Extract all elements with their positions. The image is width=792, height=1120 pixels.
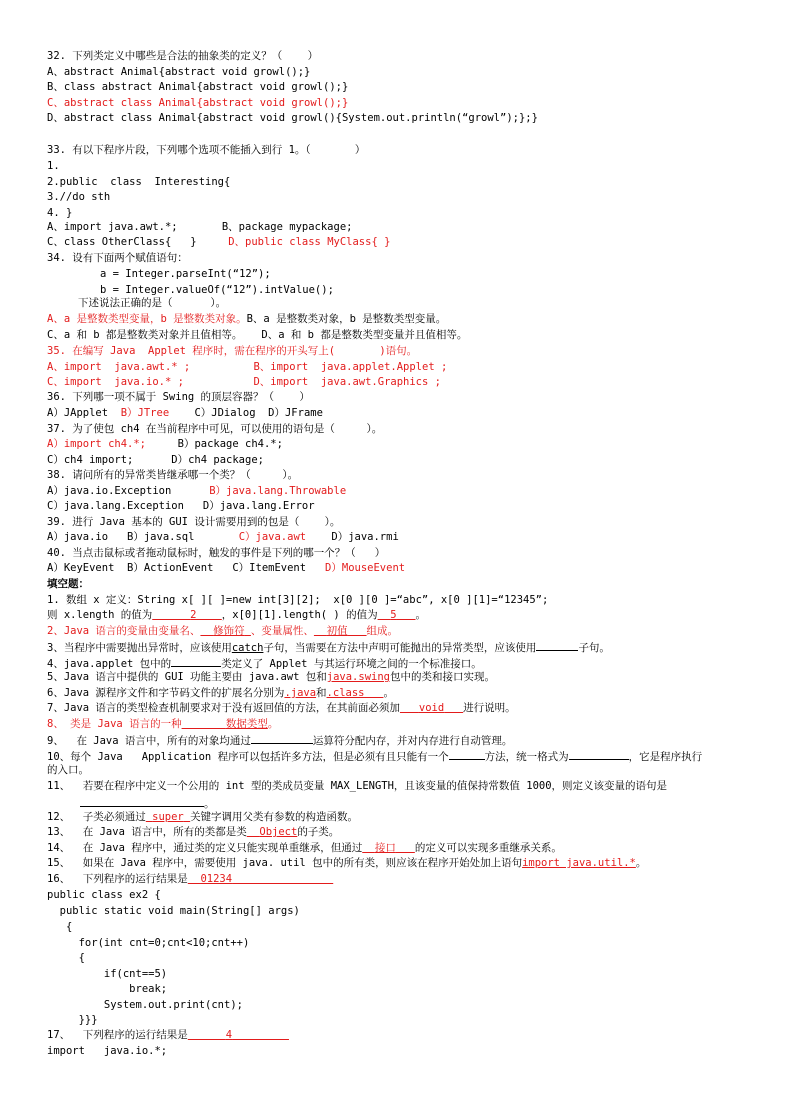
- question-37-options-ab: [47, 437, 283, 451]
- fill-6-text-end: 。: [383, 687, 394, 699]
- question-38-options-ab: [47, 484, 346, 498]
- fill-2-text-mid: 、变量属性、: [250, 625, 314, 637]
- fill-1-text: 则 x.length 的值为: [47, 609, 153, 621]
- question-34-option-b: B、a 是整数类对象，b 是整数类型变量。: [246, 313, 447, 325]
- fill-4-text: 4、java.applet 包中的: [47, 658, 172, 670]
- question-39-option-c-answer: C）java.awt: [238, 531, 307, 543]
- fill-13-text-end: 的子类。: [297, 826, 340, 838]
- question-32-option-d: D、abstract class Animal{abstract void growl(){System.out.println(“growl”);};}: [47, 112, 538, 124]
- question-36-option-b-answer: B）JTree: [120, 407, 170, 419]
- fill-4: [47, 655, 482, 671]
- fill-7-answer: void: [418, 702, 445, 714]
- question-39-options: [47, 530, 399, 544]
- fill-11-blank: [80, 795, 204, 807]
- fill-13: [47, 825, 339, 839]
- fill-14: [47, 841, 562, 855]
- fill-1-text-end: 。: [415, 609, 427, 621]
- question-33-code-line-4: 4. }: [47, 207, 73, 219]
- fill-14-answer: 接口: [374, 842, 396, 854]
- question-37-option-a-answer: A）import ch4.*;: [47, 438, 147, 450]
- fill-5-answer: java.swing: [326, 671, 390, 683]
- question-35-options-ab: A、import java.awt.* ; B、import java.applet.Applet ;: [47, 361, 448, 373]
- fill-5-text-end: 包中的类和接口实现。: [389, 671, 495, 683]
- fill-8-answer: 数据类型: [225, 718, 268, 730]
- fill-16-code-4: for(int cnt=0;cnt<10;cnt++): [47, 937, 250, 949]
- question-35-stem: 35. 在编写 Java Applet 程序时，需在程序的开头写上( )语句。: [47, 345, 418, 357]
- fill-16-code-9: }}}: [47, 1014, 98, 1026]
- question-34-prompt: 下述说法正确的是（ ）。: [78, 297, 227, 309]
- fill-7-text: 7、Java 语言的类型检查机制要求对于没有返回值的方法，在其前面必须加: [47, 702, 400, 714]
- fill-9-text-end: 运算符分配内存，并对内存进行自动管理。: [312, 735, 513, 747]
- question-36-options: [47, 406, 323, 420]
- fill-7-text-end: 进行说明。: [463, 702, 516, 714]
- fill-9: [47, 732, 512, 748]
- fill-6-text-mid: 和: [316, 687, 327, 699]
- fill-16-code-3: {: [47, 921, 73, 933]
- question-33-options-ab: A、import java.awt.*; B、package mypackage;: [47, 221, 353, 233]
- fill-16-answer: 01234: [200, 873, 233, 885]
- question-40-options-abc: A）KeyEvent B）ActionEvent C）ItemEvent: [47, 562, 326, 574]
- fill-9-blank: [251, 732, 313, 744]
- fill-in-heading: 填空题：: [47, 578, 89, 590]
- question-33-option-d-answer: D、public class MyClass{ }: [228, 236, 391, 248]
- fill-17-answer: 4: [225, 1029, 233, 1041]
- fill-4-text-end: 类定义了 Applet 与其运行环境之间的一个标准接口。: [221, 658, 482, 670]
- question-33-code-line-1: 1.: [47, 160, 60, 172]
- fill-17: [47, 1028, 289, 1042]
- fill-6: [47, 686, 394, 700]
- fill-12: [47, 810, 358, 824]
- fill-16-code-2: public static void main(String[] args): [47, 905, 300, 917]
- question-38-options-cd: C）java.lang.Exception D）java.lang.Error: [47, 500, 315, 512]
- fill-15: [47, 856, 646, 870]
- question-38-stem: 38. 请问所有的异常类皆继承哪一个类？（ ）。: [47, 469, 299, 481]
- question-32-option-a: A、abstract Animal{abstract void growl();}: [47, 66, 311, 78]
- fill-13-answer: Object: [259, 826, 298, 838]
- question-39-stem: 39. 进行 Java 基本的 GUI 设计需要用到的包是（ ）。: [47, 516, 341, 528]
- fill-6-answer-2: .class: [326, 687, 365, 699]
- fill-17-text: 17、 下列程序的运行结果是: [47, 1029, 188, 1041]
- fill-11: 11、 若要在程序中定义一个公用的 int 型的类成员变量 MAX_LENGTH，且该变量的值保持常数值 1000，则定义该变量的语句是: [47, 780, 668, 792]
- fill-1-line-b: [47, 608, 426, 622]
- question-33-stem: 33. 有以下程序片段，下列哪个选项不能插入到行 1。（ ）: [47, 144, 366, 156]
- question-34-option-a-answer: A、a 是整数类型变量，b 是整数类对象。: [47, 313, 247, 325]
- question-40-stem: 40. 当点击鼠标或者拖动鼠标时，触发的事件是下列的哪一个？（ ）: [47, 547, 386, 559]
- fill-3: [47, 639, 610, 655]
- question-36-option-a: A）JApplet: [47, 407, 121, 419]
- fill-16: [47, 872, 333, 886]
- question-33-code-line-2: 2.public class Interesting{: [47, 176, 231, 188]
- fill-4-blank: [171, 655, 221, 667]
- fill-6-answer-1: .java: [284, 687, 317, 699]
- fill-1-answer-1: 2: [190, 609, 197, 621]
- question-32-stem: 32. 下列类定义中哪些是合法的抽象类的定义？（ ）: [47, 50, 319, 62]
- question-34-statement-b: b = Integer.valueOf(“12”).intValue();: [100, 284, 334, 296]
- fill-10-line-b: 的入口。: [47, 764, 89, 776]
- question-34-statement-a: a = Integer.parseInt(“12”);: [100, 268, 271, 280]
- fill-10-text-mid: 方法，统一格式为: [484, 751, 569, 763]
- question-33-code-line-3: 3.//do sth: [47, 191, 111, 203]
- fill-16-code-1: public class ex2 {: [47, 889, 161, 901]
- fill-14-text: 14、 在 Java 程序中，通过类的定义只能实现单重继承，但通过: [47, 842, 363, 854]
- fill-17-code-1: import java.io.*;: [47, 1045, 168, 1057]
- question-37-option-b: B）package ch4.*;: [146, 438, 283, 450]
- question-40-option-d-answer: D）MouseEvent: [325, 562, 406, 574]
- question-39-option-d: D）java.rmi: [306, 531, 399, 543]
- fill-3-text-mid: 子句，当需要在方法中声明可能抛出的异常类型，应该使用: [263, 642, 537, 654]
- fill-16-code-7: break;: [47, 983, 168, 995]
- question-40-options: [47, 561, 405, 575]
- fill-5: [47, 670, 495, 684]
- question-32-option-b: B、class abstract Animal{abstract void growl();}: [47, 81, 349, 93]
- fill-8: [47, 717, 278, 731]
- fill-1-answer-2: 5: [390, 609, 397, 621]
- fill-3-blank: [536, 639, 578, 651]
- fill-9-text: 9、 在 Java 语言中，所有的对象均通过: [47, 735, 251, 747]
- fill-16-code-5: {: [47, 952, 85, 964]
- fill-6-text: 6、Java 源程序文件和字节码文件的扩展名分别为: [47, 687, 285, 699]
- question-36-options-cd: C）JDialog D）JFrame: [169, 407, 323, 419]
- fill-2-text: 2、Java 语言的变量由变量名、: [47, 625, 201, 637]
- fill-1-line-a: 1. 数组 x 定义：String x[ ][ ]=new int[3][2]; x[0 ][0 ]=“abc”, x[0 ][1]=“12345”;: [47, 594, 549, 606]
- question-36-stem: 36. 下列哪一项不属于 Swing 的顶层容器？（ ）: [47, 391, 310, 403]
- fill-12-answer: super: [152, 811, 184, 823]
- question-33-option-c: C、class OtherClass{ }: [47, 236, 229, 248]
- fill-11-text-end: 。: [204, 798, 215, 810]
- fill-13-text: 13、 在 Java 语言中，所有的类都是类: [47, 826, 247, 838]
- fill-16-code-8: System.out.print(cnt);: [47, 999, 243, 1011]
- fill-5-text: 5、Java 语言中提供的 GUI 功能主要由 java.awt 包和: [47, 671, 327, 683]
- fill-8-text: 8、 类是 Java 语言的一种: [47, 718, 182, 730]
- fill-15-text: 15、 如果在 Java 程序中，需要使用 java. util 包中的所有类，则应该在程序开始处加上语句: [47, 857, 523, 869]
- question-38-option-b-answer: B）java.lang.Throwable: [209, 485, 347, 497]
- question-38-option-a: A）java.io.Exception: [47, 485, 210, 497]
- fill-2-answer-2: 初值: [326, 625, 348, 637]
- fill-15-answer: import java.util.*: [522, 857, 636, 869]
- question-34-options-ab: [47, 312, 446, 326]
- fill-7: [47, 701, 516, 715]
- question-33-options-cd: [47, 235, 390, 249]
- question-32-option-c-answer: C、abstract class Animal{abstract void growl();}: [47, 97, 349, 109]
- fill-2-answer-1: 修饰符: [213, 625, 245, 637]
- fill-1-text-mid: ，x[0][1].length( ) 的值为: [221, 609, 378, 621]
- question-37-options-cd: C）ch4 import; D）ch4 package;: [47, 454, 264, 466]
- fill-3-answer: catch: [231, 642, 264, 654]
- fill-16-text: 16、 下列程序的运行结果是: [47, 873, 188, 885]
- fill-8-text-end: 。: [267, 718, 279, 730]
- fill-2: [47, 624, 398, 638]
- question-35-options-cd: C、import java.io.* ; D、import java.awt.Graphics ;: [47, 376, 441, 388]
- fill-10-blank-2: [569, 748, 629, 760]
- question-34-options-cd: C、a 和 b 都是整数类对象并且值相等。 D、a 和 b 都是整数类型变量并且值相等。: [47, 329, 468, 341]
- fill-2-text-end: 组成。: [366, 625, 399, 637]
- fill-10-blank-1: [449, 748, 485, 760]
- fill-10-text: 10、每个 Java Application 程序可以包括许多方法，但是必须有且只能有一个: [47, 751, 449, 763]
- fill-3-text: 3、当程序中需要抛出异常时，应该使用: [47, 642, 232, 654]
- fill-10: [47, 748, 702, 764]
- fill-10-text-end: ，它是程序执行: [628, 751, 703, 763]
- fill-12-text-end: 关键字调用父类有参数的构造函数。: [190, 811, 359, 823]
- fill-15-text-end: 。: [635, 857, 647, 869]
- question-37-stem: 37. 为了使包 ch4 在当前程序中可见，可以使用的语句是（ ）。: [47, 423, 383, 435]
- question-39-options-ab: A）java.io B）java.sql: [47, 531, 239, 543]
- fill-14-text-end: 的定义可以实现多重继承关系。: [414, 842, 562, 854]
- fill-12-text: 12、 子类必须通过: [47, 811, 146, 823]
- question-34-stem: 34. 设有下面两个赋值语句：: [47, 252, 188, 264]
- fill-11-answer-line: [80, 795, 215, 811]
- fill-3-text-end: 子句。: [578, 642, 610, 654]
- fill-16-code-6: if(cnt==5): [47, 968, 168, 980]
